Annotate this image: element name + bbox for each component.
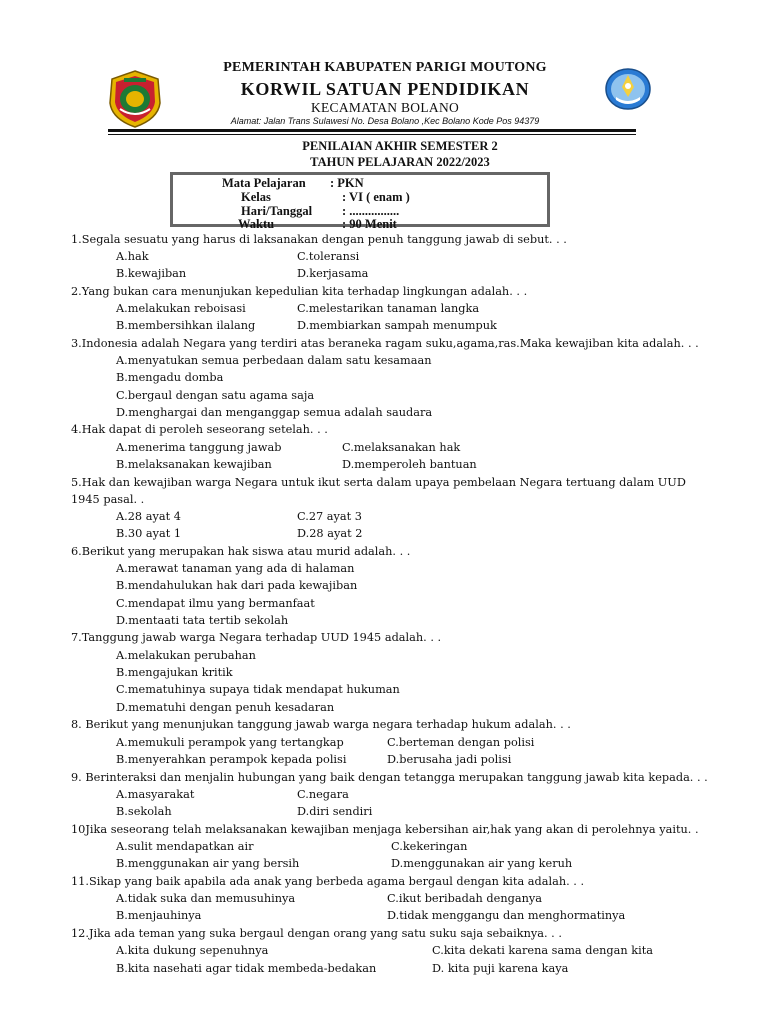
- q5-option-a: A.28 ayat 4: [116, 510, 181, 523]
- q6-option-a: A.merawat tanaman yang ada di halaman: [116, 562, 355, 575]
- q9-option-a: A.masyarakat: [116, 788, 195, 801]
- q7-option-b: B.mengajukan kritik: [116, 666, 233, 679]
- question-2: 2.Yang bukan cara menunjukan kepedulian kita terhadap lingkungan adalah. . .: [71, 285, 528, 298]
- letterhead-divider-thin: [108, 134, 636, 135]
- q10-option-d: D.menggunakan air yang keruh: [391, 857, 573, 870]
- question-10: 10Jika seseorang telah melaksanakan kewajiban menjaga kebersihan air,hak yang akan di perolehnya yaitu. .: [71, 823, 699, 836]
- question-7: 7.Tanggung jawab warga Negara terhadap UUD 1945 adalah. . .: [71, 631, 442, 644]
- q1-option-a: A.hak: [116, 250, 149, 263]
- letterhead-divider: [108, 129, 636, 132]
- q12-option-c: C.kita dekati karena sama dengan kita: [432, 944, 653, 957]
- q8-option-c: C.berteman dengan polisi: [387, 736, 535, 749]
- q11-option-a: A.tidak suka dan memusuhinya: [116, 892, 296, 905]
- q5-option-d: D.28 ayat 2: [297, 527, 363, 540]
- info-time-label: Waktu: [238, 217, 275, 231]
- q3-option-b: B.mengadu domba: [116, 371, 224, 384]
- question-8: 8. Berikut yang menunjukan tanggung jawab warga negara terhadap hukum adalah. . .: [71, 718, 571, 731]
- q6-option-c: C.mendapat ilmu yang bermanfaat: [116, 597, 315, 610]
- district-heading: KECAMATAN BOLANO: [310, 100, 460, 115]
- q7-option-c: C.mematuhinya supaya tidak mendapat hukuman: [116, 683, 400, 696]
- q7-option-a: A.melakukan perubahan: [116, 649, 256, 662]
- question-11: 11.Sikap yang baik apabila ada anak yang berbeda agama bergaul dengan kita adalah. . .: [71, 875, 585, 888]
- question-4: 4.Hak dapat di peroleh seseorang setelah. . .: [71, 423, 328, 436]
- question-12: 12.Jika ada teman yang suka bergaul dengan orang yang satu suku saja sebaiknya. . .: [71, 927, 562, 940]
- info-subject-value: : PKN: [330, 176, 364, 190]
- q2-option-b: B.membersihkan ilalang: [116, 319, 256, 332]
- q2-option-a: A.melakukan reboisasi: [116, 302, 246, 315]
- q10-option-b: B.menggunakan air yang bersih: [116, 857, 300, 870]
- question-3: 3.Indonesia adalah Negara yang terdiri atas beraneka ragam suku,agama,ras.Maka kewajiban kita adalah. . .: [71, 337, 699, 350]
- q4-option-b: B.melaksanakan kewajiban: [116, 458, 272, 471]
- q2-option-d: D.membiarkan sampah menumpuk: [297, 319, 497, 332]
- q11-option-d: D.tidak menggangu dan menghormatinya: [387, 909, 626, 922]
- q4-option-d: D.memperoleh bantuan: [342, 458, 477, 471]
- q8-option-b: B.menyerahkan perampok kepada polisi: [116, 753, 347, 766]
- q6-option-b: B.mendahulukan hak dari pada kewajiban: [116, 579, 358, 592]
- q11-option-c: C.ikut beribadah denganya: [387, 892, 542, 905]
- q3-option-d: D.menghargai dan menganggap semua adalah saudara: [116, 406, 433, 419]
- q11-option-b: B.menjauhinya: [116, 909, 202, 922]
- regency-emblem-icon: [106, 69, 164, 129]
- government-heading: PEMERINTAH KABUPATEN PARIGI MOUTONG: [223, 60, 547, 75]
- q10-option-c: C.kekeringan: [391, 840, 468, 853]
- address-line: Alamat: Jalan Trans Sulawesi No. Desa Bolano ,Kec Bolano Kode Pos 94379: [230, 116, 540, 126]
- q5-option-c: C.27 ayat 3: [297, 510, 362, 523]
- q10-option-a: A.sulit mendapatkan air: [116, 840, 254, 853]
- q5-option-b: B.30 ayat 1: [116, 527, 182, 540]
- q3-option-c: C.bergaul dengan satu agama saja: [116, 389, 315, 402]
- info-class-value: : VI ( enam ): [342, 190, 410, 204]
- question-5-continued: 1945 pasal. .: [71, 493, 145, 506]
- question-6: 6.Berikut yang merupakan hak siswa atau murid adalah. . .: [71, 545, 411, 558]
- info-date-value: : ................: [342, 204, 400, 218]
- q12-option-b: B.kita nasehati agar tidak membeda-bedakan: [116, 962, 377, 975]
- info-time-value: : 90 Menit: [342, 217, 397, 231]
- q7-option-d: D.mematuhi dengan penuh kesadaran: [116, 701, 335, 714]
- q2-option-c: C.melestarikan tanaman langka: [297, 302, 480, 315]
- question-9: 9. Berinteraksi dan menjalin hubungan yang baik dengan tetangga merupakan tanggung jawab kita kepada. . .: [71, 771, 708, 784]
- q12-option-a: A.kita dukung sepenuhnya: [116, 944, 269, 957]
- q1-option-b: B.kewajiban: [116, 267, 187, 280]
- q8-option-d: D.berusaha jadi polisi: [387, 753, 512, 766]
- q4-option-a: A.menerima tanggung jawab: [116, 441, 282, 454]
- q1-option-d: D.kerjasama: [297, 267, 369, 280]
- education-ministry-emblem-icon: [604, 67, 652, 111]
- q9-option-d: D.diri sendiri: [297, 805, 373, 818]
- office-heading: KORWIL SATUAN PENDIDIKAN: [240, 79, 530, 99]
- exam-year: TAHUN PELAJARAN 2022/2023: [310, 155, 490, 169]
- q9-option-c: C.negara: [297, 788, 349, 801]
- q4-option-c: C.melaksanakan hak: [342, 441, 461, 454]
- q1-option-c: C.toleransi: [297, 250, 360, 263]
- info-class-label: Kelas: [241, 190, 271, 204]
- info-date-label: Hari/Tanggal: [241, 204, 313, 218]
- q3-option-a: A.menyatukan semua perbedaan dalam satu kesamaan: [116, 354, 432, 367]
- q8-option-a: A.memukuli perampok yang tertangkap: [116, 736, 344, 749]
- question-5: 5.Hak dan kewajiban warga Negara untuk ikut serta dalam upaya pembelaan Negara tertuang dalam UUD: [71, 476, 686, 489]
- q6-option-d: D.mentaati tata tertib sekolah: [116, 614, 289, 627]
- question-1: 1.Segala sesuatu yang harus di laksanakan dengan penuh tanggung jawab di sebut. . .: [71, 233, 567, 246]
- q12-option-d: D. kita puji karena kaya: [432, 962, 569, 975]
- info-subject-label: Mata Pelajaran: [222, 176, 306, 190]
- exam-title: PENILAIAN AKHIR SEMESTER 2: [302, 139, 498, 153]
- q9-option-b: B.sekolah: [116, 805, 172, 818]
